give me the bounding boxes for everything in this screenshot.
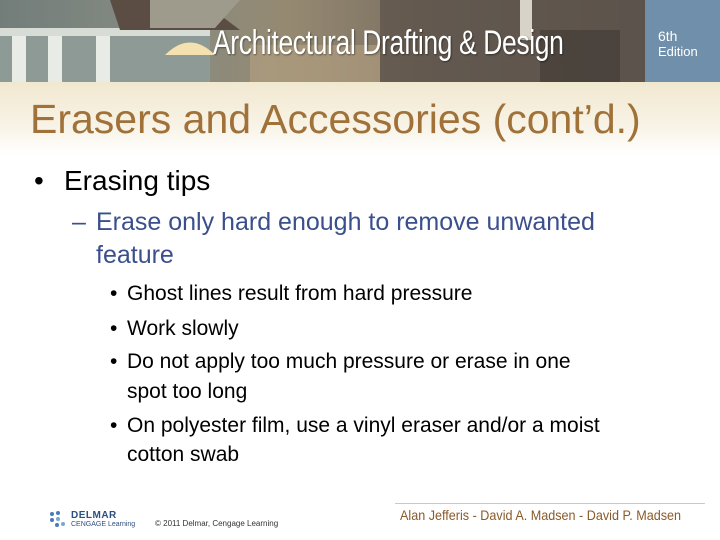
header-banner (0, 0, 720, 82)
bullet-symbol: • (110, 350, 118, 373)
sub-bullet-text-continued: spot too long (127, 380, 248, 403)
bullet-level2-line2: feature (96, 241, 174, 269)
copyright-notice: © 2011 Delmar, Cengage Learning (155, 519, 279, 528)
bullet-symbol: • (110, 282, 118, 305)
sub-bullet-text: Do not apply too much pressure or erase in one (127, 350, 571, 373)
author-credits: Alan Jefferis - David A. Madsen - David P. Madsen (400, 507, 682, 523)
bullet-symbol: • (110, 317, 118, 340)
sub-bullet-text: Work slowly (127, 317, 239, 340)
bullet-symbol: • (110, 414, 118, 437)
sub-bullet-text-continued: cotton swab (127, 443, 240, 466)
publisher-subtitle: CENGAGE Learning (71, 521, 136, 528)
edition-badge (645, 0, 720, 82)
delmar-logo-icon (48, 510, 68, 530)
publisher-name: DELMAR (71, 510, 117, 521)
edition-number: 6th (658, 28, 678, 44)
slide-title: Erasers and Accessories (cont’d.) (30, 96, 641, 142)
sub-bullet-text: On polyester film, use a vinyl eraser and/or a moist (127, 414, 600, 437)
bullet-level2-line1: Erase only hard enough to remove unwanted (96, 208, 595, 236)
book-title: Architectural Drafting & Design (213, 24, 564, 62)
edition-label: Edition (658, 44, 698, 59)
dash-symbol: – (72, 208, 86, 236)
bullet-level1 (34, 165, 334, 199)
bullet-symbol: • (34, 165, 44, 196)
sub-bullet-text: Ghost lines result from hard pressure (127, 282, 473, 305)
bullet-level1-text: Erasing tips (64, 165, 211, 196)
footer-divider (395, 503, 705, 504)
